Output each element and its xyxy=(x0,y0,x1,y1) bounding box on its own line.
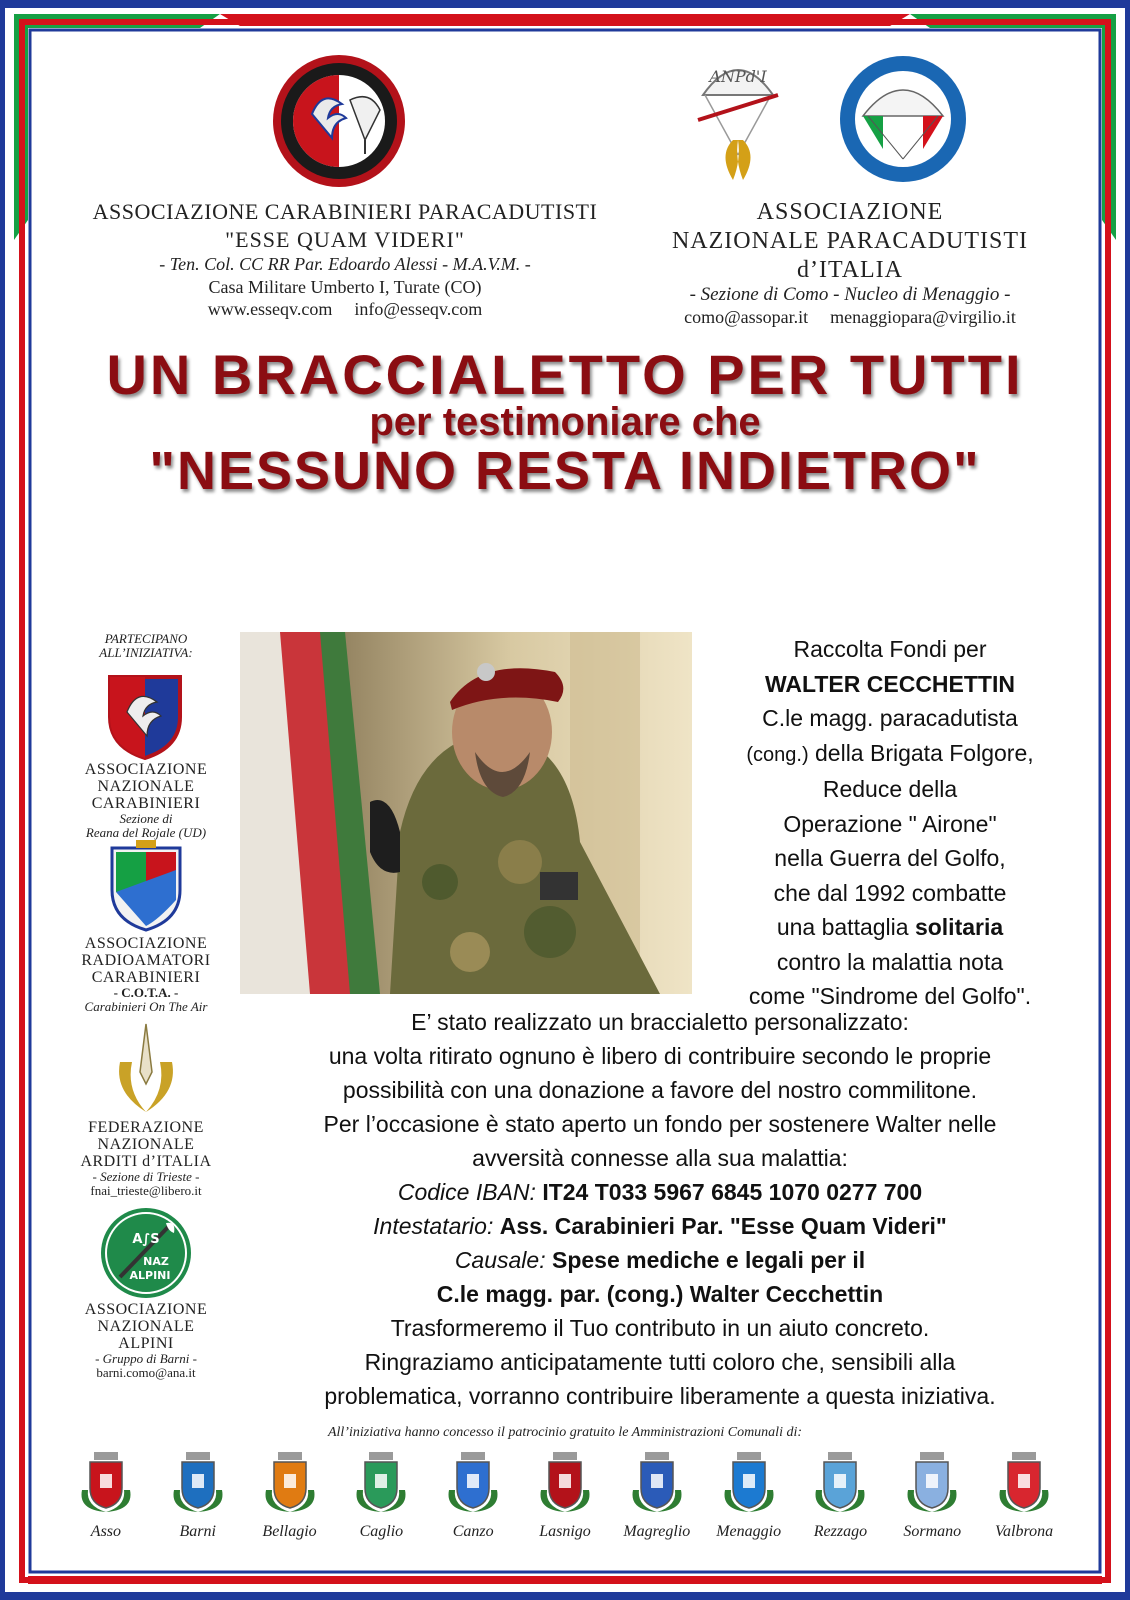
carabinieri-shield-icon xyxy=(105,672,185,760)
anpdi-parachute-logo-icon xyxy=(693,50,783,190)
fund-line-9a: una battaglia xyxy=(776,914,915,940)
municipal-crests xyxy=(60,1450,1070,1580)
sidebar-org-2 xyxy=(56,936,236,1014)
comune-crest-icon xyxy=(351,1450,411,1514)
comune-rezzago xyxy=(794,1450,886,1541)
org4-line1: ASSOCIAZIONE xyxy=(84,1301,208,1318)
arditi-laurel-icon xyxy=(110,1022,182,1118)
holder-label: Intestatario: xyxy=(373,1213,500,1239)
left-association-address: Casa Militare Umberto I, Turate (CO) xyxy=(208,276,482,297)
body-line-2: una volta ritirato ognuno è libero di contribuire secondo le proprie xyxy=(328,1043,992,1069)
comune-crest-icon xyxy=(627,1450,687,1514)
org3-line2: NAZIONALE xyxy=(97,1135,195,1153)
comune-name: Asso xyxy=(90,1523,122,1540)
comune-name: Rezzago xyxy=(813,1523,868,1540)
main-title: UN BRACCIALETTO PER TUTTI xyxy=(106,343,1024,406)
comune-crest-icon xyxy=(76,1450,136,1514)
fund-line-3: C.le magg. paracadutista xyxy=(762,705,1018,731)
org2-line1: ASSOCIAZIONE xyxy=(84,935,208,952)
org1-sub2: Reana del Rojale (UD) xyxy=(85,825,207,841)
comune-asso xyxy=(60,1450,152,1541)
comune-name: Canzo xyxy=(452,1523,494,1540)
soldier-photo xyxy=(240,632,692,994)
carabinieri-paracadutisti-logo-icon xyxy=(272,54,407,189)
comune-lasnigo xyxy=(519,1450,611,1541)
right-email1-link[interactable]: como@assopar.it xyxy=(684,307,809,328)
body-line-1: E’ stato realizzato un braccialetto personalizzato: xyxy=(411,1009,909,1035)
cota-shield-icon xyxy=(108,840,184,932)
comune-valbrona xyxy=(978,1450,1070,1541)
org4-sub1: - Gruppo di Barni - xyxy=(95,1351,197,1367)
right-association-info xyxy=(615,198,1085,329)
fund-line-1: Raccolta Fondi per xyxy=(793,636,987,662)
body-line-3: possibilità con una donazione a favore del nostro commilitone. xyxy=(342,1077,978,1103)
beneficiary-name: WALTER CECCHETTIN xyxy=(764,670,1015,697)
main-subtitle: per testimoniare che xyxy=(369,400,761,444)
comune-name: Bellagio xyxy=(262,1523,317,1540)
comune-canzo xyxy=(427,1450,519,1541)
fund-line-5: Reduce della xyxy=(822,776,958,802)
body-line-8: problematica, vorranno contribuire liberamente a questa iniziativa. xyxy=(324,1383,996,1409)
org3-line3: ARDITI d’ITALIA xyxy=(80,1152,212,1170)
patronage-text: All’iniziativa hanno concesso il patrocinio gratuito le Amministrazioni Comunali di: xyxy=(327,1425,803,1440)
alpini-badge-icon xyxy=(100,1207,192,1299)
fund-line-11: come "Sindrome del Golfo". xyxy=(748,983,1032,1009)
reason-value-2: C.le magg. par. (cong.) Walter Cecchettin xyxy=(436,1281,884,1307)
fundraiser-description xyxy=(700,632,1080,1014)
body-line-7: Ringraziamo anticipatamente tutti coloro che, sensibili alla xyxy=(364,1349,956,1375)
donation-info xyxy=(230,1005,1090,1413)
main-slogan: "NESSUNO RESTA INDIETRO" xyxy=(149,441,981,501)
right-email2-link[interactable]: menaggiopara@virgilio.it xyxy=(830,307,1016,328)
svg-text:ALPINI: ALPINI xyxy=(129,1269,171,1282)
org3-sub1: - Sezione di Trieste - xyxy=(92,1169,200,1185)
fund-line-6: Operazione " Airone" xyxy=(783,810,997,837)
org4-line2: NAZIONALE xyxy=(97,1317,195,1335)
sidebar-header-line2: ALL’INIZIATIVA: xyxy=(99,644,193,660)
org2-sub2: Carabinieri On The Air xyxy=(84,999,208,1015)
left-association-motto: "ESSE QUAM VIDERI" xyxy=(225,226,465,252)
fund-line-9b: solitaria xyxy=(914,914,1004,940)
comune-name: Caglio xyxy=(359,1523,404,1540)
org4-line3: ALPINI xyxy=(118,1334,174,1352)
reason-label: Causale: xyxy=(454,1247,552,1273)
comune-barni xyxy=(152,1450,244,1541)
org1-line1: ASSOCIAZIONE xyxy=(84,761,208,778)
comune-crest-icon xyxy=(168,1450,228,1514)
comune-name: Magreglio xyxy=(623,1523,691,1540)
comune-caglio xyxy=(335,1450,427,1541)
left-association-name: ASSOCIAZIONE CARABINIERI PARACADUTISTI xyxy=(92,199,598,224)
left-email-link[interactable]: info@esseqv.com xyxy=(354,299,483,319)
comune-name: Barni xyxy=(179,1523,216,1540)
org2-line2: RADIOAMATORI xyxy=(81,951,211,969)
reason-value-1: Spese mediche e legali per il xyxy=(551,1247,866,1273)
iban-value: IT24 T033 5967 6845 1070 0277 700 xyxy=(542,1179,923,1205)
sidebar-header xyxy=(56,632,236,659)
org1-sub1: Sezione di xyxy=(119,811,173,827)
left-association-dedication: - Ten. Col. CC RR Par. Edoardo Alessi - M.A.V.M. - xyxy=(159,254,531,274)
svg-text:A∫S: A∫S xyxy=(132,1232,160,1247)
left-website-link[interactable]: www.esseqv.com xyxy=(207,299,333,319)
holder-value: Ass. Carabinieri Par. "Esse Quam Videri" xyxy=(499,1213,947,1239)
iban-label: Codice IBAN: xyxy=(397,1179,543,1205)
comune-menaggio xyxy=(703,1450,795,1541)
comune-name: Lasnigo xyxy=(539,1523,591,1540)
sidebar-org-3 xyxy=(56,1120,236,1198)
fund-line-7: nella Guerra del Golfo, xyxy=(774,845,1006,871)
right-association-section: - Sezione di Como - Nucleo di Menaggio - xyxy=(689,284,1011,306)
body-line-5: avversità connesse alla sua malattia: xyxy=(472,1145,848,1171)
body-line-4: Per l’occasione è stato aperto un fondo per sostenere Walter nelle xyxy=(323,1111,997,1137)
right-association-line2: NAZIONALE PARACADUTISTI xyxy=(671,227,1029,254)
comune-crest-icon xyxy=(443,1450,503,1514)
comune-sormano xyxy=(886,1450,978,1541)
comune-magreglio xyxy=(611,1450,703,1541)
right-association-line3: d’ITALIA xyxy=(796,256,904,283)
fund-line-4a: (cong.) xyxy=(746,743,809,766)
sidebar-org-4 xyxy=(56,1302,236,1380)
scuola-paracadutismo-logo-icon xyxy=(838,54,968,184)
fund-line-8: che dal 1992 combatte xyxy=(773,879,1007,906)
fund-line-4b: della Brigata Folgore, xyxy=(808,739,1034,766)
right-association-line1: ASSOCIAZIONE xyxy=(756,199,944,225)
comune-crest-icon xyxy=(719,1450,779,1514)
org3-line1: FEDERAZIONE xyxy=(88,1119,204,1136)
org1-line2: NAZIONALE xyxy=(97,777,195,795)
comune-bellagio xyxy=(244,1450,336,1541)
comune-crest-icon xyxy=(535,1450,595,1514)
org2-sub1: - C.O.T.A. - xyxy=(113,985,179,1001)
sidebar-header-line1: PARTECIPANO xyxy=(104,631,188,646)
org4-sub2: barni.como@ana.it xyxy=(96,1365,196,1381)
left-association-info xyxy=(55,198,635,321)
svg-text:ANPd'I: ANPd'I xyxy=(709,67,767,86)
comune-crest-icon xyxy=(810,1450,870,1514)
svg-text:NAZ: NAZ xyxy=(143,1255,169,1268)
comune-crest-icon xyxy=(902,1450,962,1514)
sidebar-org-1 xyxy=(56,762,236,840)
comune-crest-icon xyxy=(994,1450,1054,1514)
body-line-6: Trasformeremo il Tuo contributo in un aiuto concreto. xyxy=(390,1315,930,1341)
comune-name: Sormano xyxy=(903,1523,962,1540)
comune-name: Menaggio xyxy=(716,1523,782,1540)
org1-line3: CARABINIERI xyxy=(91,794,201,812)
fund-line-10: contro la malattia nota xyxy=(776,948,1004,975)
org3-sub2: fnai_trieste@libero.it xyxy=(90,1183,202,1199)
comune-name: Valbrona xyxy=(995,1523,1054,1540)
org2-line3: CARABINIERI xyxy=(91,968,201,986)
comune-crest-icon xyxy=(260,1450,320,1514)
